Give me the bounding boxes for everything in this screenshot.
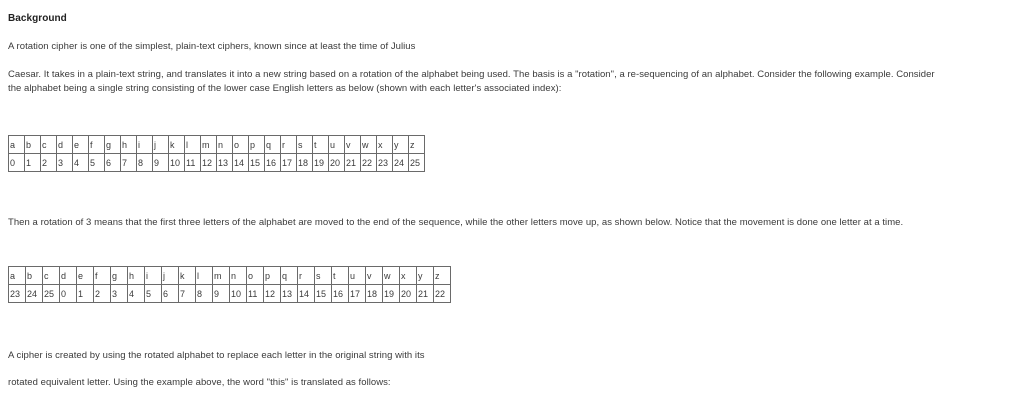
rotated-alphabet-table xyxy=(8,266,451,303)
table-cell: c xyxy=(43,267,60,285)
table-cell: l xyxy=(196,267,213,285)
table-cell: v xyxy=(345,136,361,154)
table-cell: 20 xyxy=(329,154,345,172)
table-cell: 23 xyxy=(9,285,26,303)
table-cell: a xyxy=(9,267,26,285)
table-cell: 10 xyxy=(169,154,185,172)
table-cell: 14 xyxy=(298,285,315,303)
table-cell: 16 xyxy=(265,154,281,172)
table-cell: h xyxy=(128,267,145,285)
table-cell: q xyxy=(265,136,281,154)
table-cell: u xyxy=(349,267,366,285)
table-cell: 9 xyxy=(153,154,169,172)
cipher-paragraph-line-2: rotated equivalent letter. Using the example above, the word "this" is translated as follows: xyxy=(8,377,391,388)
table-cell: c xyxy=(41,136,57,154)
table-cell: v xyxy=(366,267,383,285)
table-cell: b xyxy=(25,136,41,154)
table-cell: 1 xyxy=(77,285,94,303)
table-cell: 23 xyxy=(377,154,393,172)
table-cell: p xyxy=(249,136,265,154)
table-cell: 13 xyxy=(281,285,298,303)
table-cell: k xyxy=(179,267,196,285)
table-cell: t xyxy=(332,267,349,285)
table-cell: a xyxy=(9,136,25,154)
alphabet-index-table xyxy=(8,135,425,172)
table-cell: 7 xyxy=(179,285,196,303)
table-cell: 19 xyxy=(383,285,400,303)
table-cell: 11 xyxy=(247,285,264,303)
table-cell: 12 xyxy=(264,285,281,303)
table-cell: j xyxy=(153,136,169,154)
table-cell: f xyxy=(89,136,105,154)
table-cell: n xyxy=(217,136,233,154)
heading: Background xyxy=(8,13,67,24)
table-cell: h xyxy=(121,136,137,154)
table-cell: 17 xyxy=(281,154,297,172)
table-cell: 18 xyxy=(366,285,383,303)
table-cell: y xyxy=(417,267,434,285)
table-cell: x xyxy=(400,267,417,285)
table-cell: 6 xyxy=(162,285,179,303)
table-cell: 8 xyxy=(196,285,213,303)
table-cell: n xyxy=(230,267,247,285)
table-cell: m xyxy=(201,136,217,154)
table-cell: z xyxy=(409,136,425,154)
table-cell: o xyxy=(247,267,264,285)
table-cell: 18 xyxy=(297,154,313,172)
intro-paragraph-line-2: Caesar. It takes in a plain-text string, and translates it into a new string based on a rotation of the alphabet being used. The basis is a "rotation", a re-sequencing of an alphabet. Consider the following example. Consider xyxy=(8,69,935,80)
table-cell: 24 xyxy=(393,154,409,172)
table-cell: 5 xyxy=(89,154,105,172)
table-cell: r xyxy=(298,267,315,285)
table-cell: 2 xyxy=(94,285,111,303)
table-cell: d xyxy=(57,136,73,154)
table-cell: 3 xyxy=(111,285,128,303)
table-cell: d xyxy=(60,267,77,285)
table-cell: f xyxy=(94,267,111,285)
intro-paragraph-line-1: A rotation cipher is one of the simplest, plain-text ciphers, known since at least the time of Julius xyxy=(8,41,416,52)
table-cell: g xyxy=(105,136,121,154)
table-cell: 6 xyxy=(105,154,121,172)
table-cell: 11 xyxy=(185,154,201,172)
table-cell: 10 xyxy=(230,285,247,303)
table-cell: u xyxy=(329,136,345,154)
table-cell: 25 xyxy=(43,285,60,303)
table-cell: 14 xyxy=(233,154,249,172)
table-cell: e xyxy=(73,136,89,154)
table-cell: 19 xyxy=(313,154,329,172)
table-cell: 21 xyxy=(417,285,434,303)
rotation-paragraph: Then a rotation of 3 means that the first three letters of the alphabet are moved to the end of the sequence, while the other letters move up, as shown below. Notice that the movement is done one letter at a time. xyxy=(8,217,904,228)
table-cell: 13 xyxy=(217,154,233,172)
table-cell: s xyxy=(297,136,313,154)
table-cell: 22 xyxy=(434,285,451,303)
table-cell: g xyxy=(111,267,128,285)
table-cell: 0 xyxy=(9,154,25,172)
table-cell: w xyxy=(361,136,377,154)
table-cell: i xyxy=(137,136,153,154)
table-cell: i xyxy=(145,267,162,285)
table-cell: 17 xyxy=(349,285,366,303)
letters-row xyxy=(9,136,425,154)
table-cell: 5 xyxy=(145,285,162,303)
table-cell: t xyxy=(313,136,329,154)
table-cell: q xyxy=(281,267,298,285)
table-cell: 4 xyxy=(128,285,145,303)
table-cell: 15 xyxy=(249,154,265,172)
table-cell: 25 xyxy=(409,154,425,172)
table-cell: 24 xyxy=(26,285,43,303)
table-cell: s xyxy=(315,267,332,285)
table-cell: b xyxy=(26,267,43,285)
table-cell: 20 xyxy=(400,285,417,303)
table-cell: m xyxy=(213,267,230,285)
rotated-indices-row xyxy=(9,285,451,303)
table-cell: w xyxy=(383,267,400,285)
table-cell: j xyxy=(162,267,179,285)
table-cell: e xyxy=(77,267,94,285)
letters-row xyxy=(9,267,451,285)
table-cell: 4 xyxy=(73,154,89,172)
table-cell: 16 xyxy=(332,285,349,303)
cipher-paragraph-line-1: A cipher is created by using the rotated alphabet to replace each letter in the original string with its xyxy=(8,350,425,361)
table-cell: k xyxy=(169,136,185,154)
intro-paragraph-line-3: the alphabet being a single string consisting of the lower case English letters as below (shown with each letter's associated index): xyxy=(8,83,562,94)
table-cell: r xyxy=(281,136,297,154)
table-cell: 22 xyxy=(361,154,377,172)
table-cell: 15 xyxy=(315,285,332,303)
indices-row xyxy=(9,154,425,172)
table-cell: 8 xyxy=(137,154,153,172)
table-cell: 9 xyxy=(213,285,230,303)
table-cell: l xyxy=(185,136,201,154)
table-cell: x xyxy=(377,136,393,154)
table-cell: p xyxy=(264,267,281,285)
table-cell: 0 xyxy=(60,285,77,303)
table-cell: y xyxy=(393,136,409,154)
table-cell: 3 xyxy=(57,154,73,172)
table-cell: 21 xyxy=(345,154,361,172)
table-cell: 2 xyxy=(41,154,57,172)
table-cell: z xyxy=(434,267,451,285)
table-cell: 1 xyxy=(25,154,41,172)
table-cell: 12 xyxy=(201,154,217,172)
table-cell: 7 xyxy=(121,154,137,172)
table-cell: o xyxy=(233,136,249,154)
